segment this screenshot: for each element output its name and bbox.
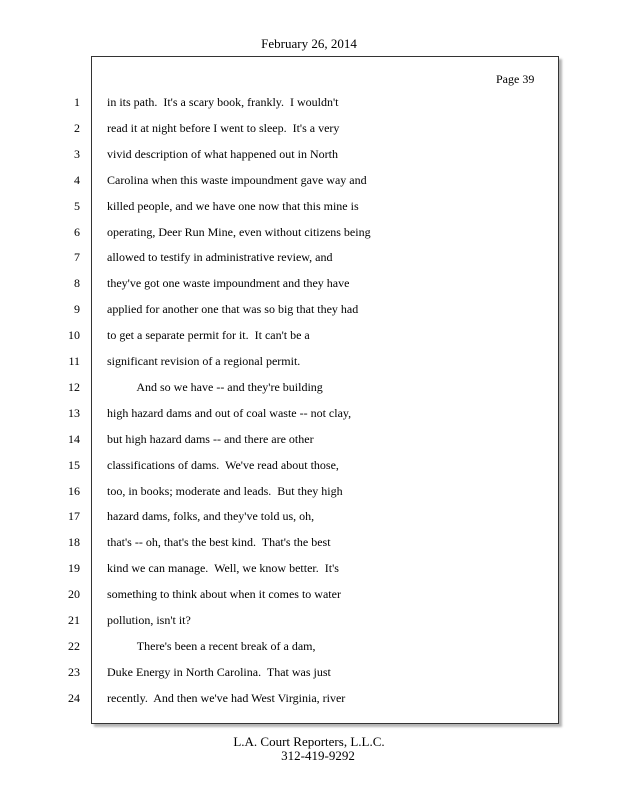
- line-number: 11: [68, 354, 80, 368]
- line-number: 19: [68, 561, 80, 575]
- line-text: read it at night before I went to sleep. It's a very: [107, 121, 340, 135]
- line-number: 17: [68, 509, 80, 523]
- line-number: 18: [68, 535, 80, 549]
- line-text: killed people, and we have one now that this mine is: [107, 199, 359, 213]
- line-text: Duke Energy in North Carolina. That was just: [107, 665, 331, 679]
- line-text: There's been a recent break of a dam,: [107, 639, 316, 653]
- line-text: And so we have -- and they're building: [107, 380, 323, 394]
- line-number: 23: [68, 665, 80, 679]
- line-text: hazard dams, folks, and they've told us, oh,: [107, 509, 315, 523]
- line-text: vivid description of what happened out in North: [107, 147, 338, 161]
- line-number: 5: [74, 199, 80, 213]
- line-number: 3: [74, 147, 80, 161]
- line-number: 12: [68, 380, 80, 394]
- line-number: 2: [74, 121, 80, 135]
- line-number: 6: [74, 225, 80, 239]
- line-text: allowed to testify in administrative review, and: [107, 250, 333, 264]
- line-text: applied for another one that was so big that they had: [107, 302, 359, 316]
- line-number: 7: [74, 250, 80, 264]
- line-text: kind we can manage. Well, we know better. It's: [107, 561, 339, 575]
- line-text: classifications of dams. We've read about those,: [107, 458, 339, 472]
- line-text: operating, Deer Run Mine, even without citizens being: [107, 225, 371, 239]
- line-text: pollution, isn't it?: [107, 613, 191, 627]
- line-number: 15: [68, 458, 80, 472]
- line-text: high hazard dams and out of coal waste -- not clay,: [107, 406, 352, 420]
- line-text: to get a separate permit for it. It can't be a: [107, 328, 310, 342]
- line-number: 8: [74, 276, 80, 290]
- line-text: that's -- oh, that's the best kind. That's the best: [107, 535, 331, 549]
- line-text: Carolina when this waste impoundment gave way and: [107, 173, 367, 187]
- line-text: but high hazard dams -- and there are other: [107, 432, 314, 446]
- line-number: 21: [68, 613, 80, 627]
- footer-company: L.A. Court Reporters, L.L.C.: [233, 734, 385, 749]
- line-number: 14: [68, 432, 80, 446]
- line-number: 20: [68, 587, 80, 601]
- line-text: recently. And then we've had West Virginia, river: [107, 691, 346, 705]
- line-number: 1: [74, 95, 80, 109]
- footer-phone: 312-419-9292: [281, 748, 355, 763]
- line-text: in its path. It's a scary book, frankly. I wouldn't: [107, 95, 339, 109]
- line-number: 4: [74, 173, 80, 187]
- line-text: significant revision of a regional permit.: [107, 354, 301, 368]
- line-text: too, in books; moderate and leads. But they high: [107, 484, 343, 498]
- line-number: 24: [68, 691, 80, 705]
- line-number: 13: [68, 406, 80, 420]
- line-number: 10: [68, 328, 80, 342]
- line-text: something to think about when it comes to water: [107, 587, 341, 601]
- line-number: 16: [68, 484, 80, 498]
- page-number: Page 39: [496, 72, 535, 86]
- line-number: 22: [68, 639, 80, 653]
- line-text: they've got one waste impoundment and they have: [107, 276, 350, 290]
- transcript-date: February 26, 2014: [261, 36, 357, 51]
- line-number: 9: [74, 302, 80, 316]
